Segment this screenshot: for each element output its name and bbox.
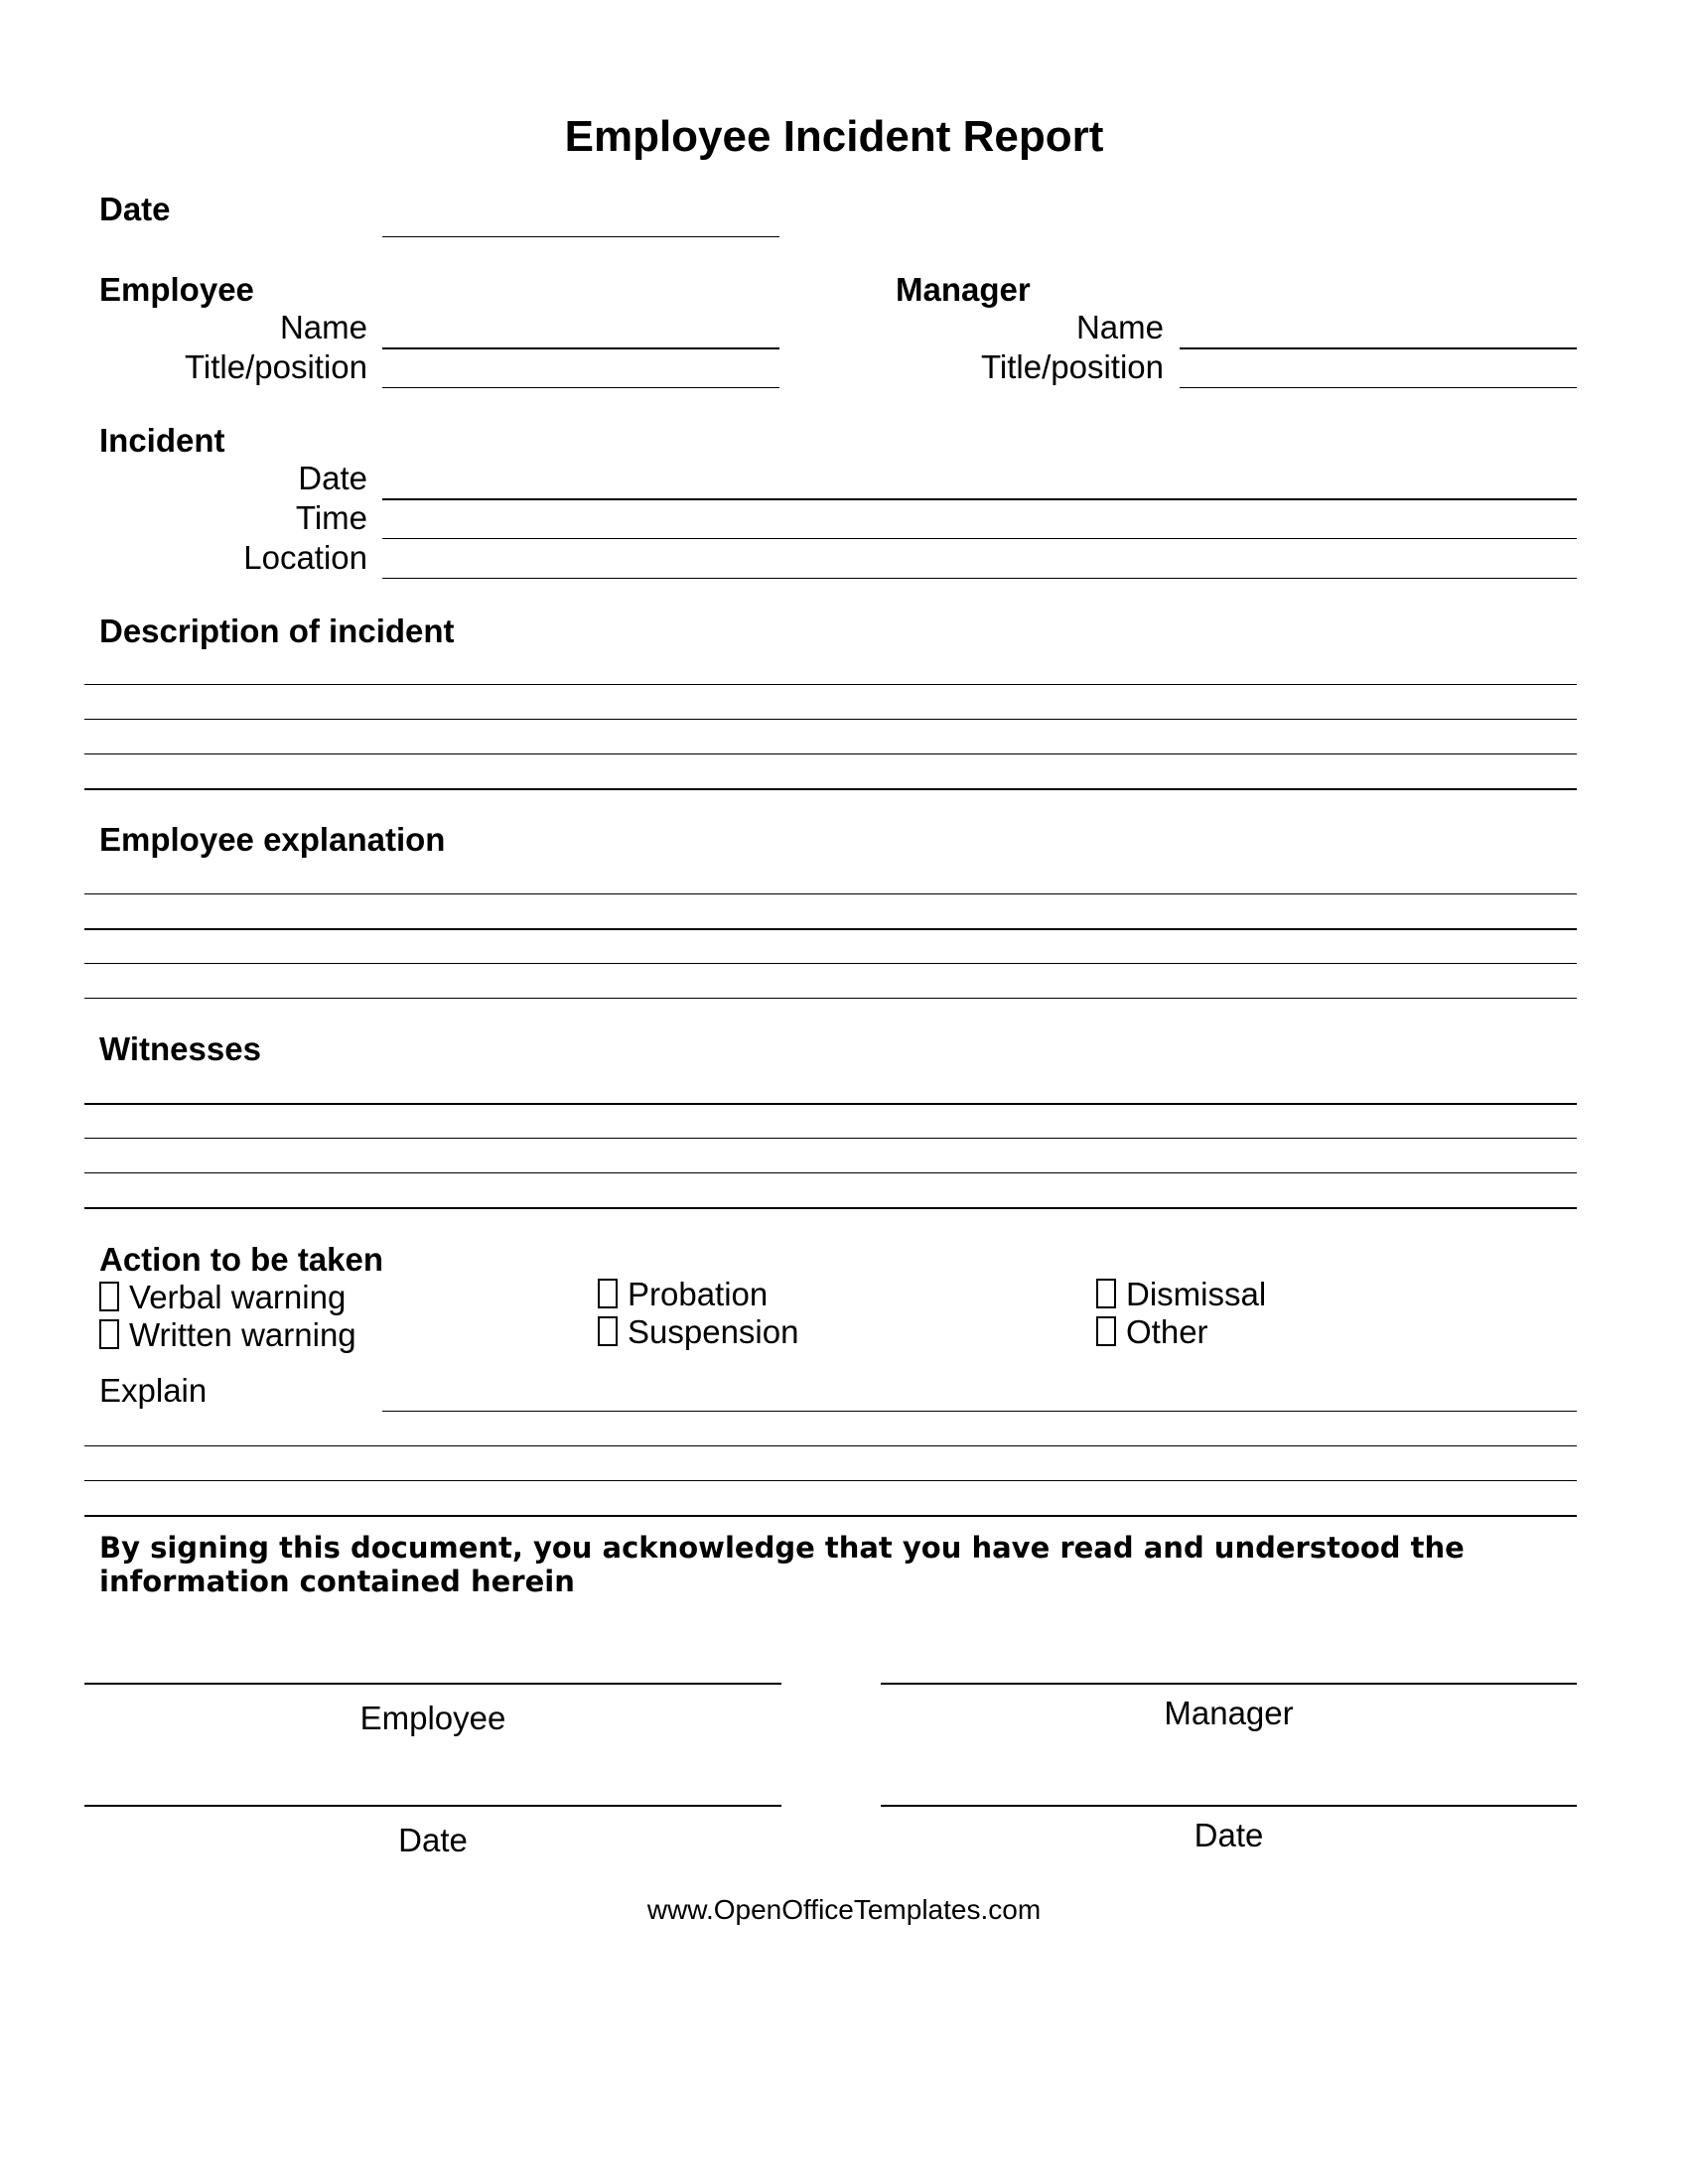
footer-url: www.OpenOfficeTemplates.com: [646, 1894, 1042, 1925]
employee-date-caption: Date: [398, 1822, 468, 1858]
acknowledgement-text: By signing this document, you acknowledge that you have read and understood the information contained herein: [99, 1531, 1465, 1598]
employee-signature-caption: Employee: [359, 1700, 506, 1736]
manager-title-field[interactable]: [1180, 387, 1577, 388]
explain-line[interactable]: [84, 1515, 1577, 1517]
incident-time-field[interactable]: [382, 538, 1577, 539]
employee-name-field[interactable]: [382, 347, 779, 349]
incident-date-label: Date: [298, 460, 367, 496]
checkbox[interactable]: [1096, 1316, 1116, 1346]
manager-name-label: Name: [1075, 309, 1164, 345]
option-label: Dismissal: [1126, 1276, 1267, 1312]
option-label: Other: [1126, 1313, 1208, 1350]
manager-date-field[interactable]: [881, 1805, 1577, 1807]
manager-name-field[interactable]: [1180, 347, 1577, 349]
manager-date-caption: Date: [1194, 1817, 1264, 1853]
page-title: Employee Incident Report: [564, 112, 1104, 161]
incident-location-label: Location: [243, 539, 367, 576]
description-heading: Description of incident: [99, 613, 455, 649]
manager-signature-field[interactable]: [881, 1683, 1577, 1685]
explanation-line[interactable]: [84, 928, 1577, 930]
employee-date-field[interactable]: [84, 1805, 781, 1807]
explain-line[interactable]: [84, 1445, 1577, 1446]
description-line[interactable]: [84, 684, 1577, 685]
option-label: Probation: [628, 1276, 769, 1312]
checkbox[interactable]: [1096, 1279, 1116, 1308]
checkbox[interactable]: [598, 1316, 618, 1346]
incident-location-field[interactable]: [382, 578, 1577, 579]
description-line[interactable]: [84, 788, 1577, 790]
option-label: Verbal warning: [129, 1279, 347, 1315]
action-heading: Action to be taken: [99, 1241, 384, 1278]
dismissal-option[interactable]: [1096, 1276, 1266, 1313]
witnesses-line[interactable]: [84, 1172, 1577, 1173]
employee-title-field[interactable]: [382, 387, 779, 388]
option-label: Written warning: [129, 1316, 356, 1353]
witnesses-line[interactable]: [84, 1138, 1577, 1139]
written-warning-option[interactable]: [99, 1316, 356, 1354]
witnesses-heading: Witnesses: [99, 1030, 261, 1067]
date-heading: Date: [99, 191, 171, 227]
option-label: Suspension: [628, 1313, 799, 1350]
incident-time-label: Time: [295, 499, 367, 536]
other-option[interactable]: [1096, 1313, 1208, 1351]
explanation-line[interactable]: [84, 893, 1577, 894]
explanation-line[interactable]: [84, 998, 1577, 999]
witnesses-line[interactable]: [84, 1207, 1577, 1209]
explain-line[interactable]: [84, 1480, 1577, 1481]
description-line[interactable]: [84, 753, 1577, 754]
suspension-option[interactable]: [598, 1313, 798, 1351]
incident-date-field[interactable]: [382, 498, 1577, 500]
manager-signature-caption: Manager: [1164, 1695, 1294, 1731]
manager-title-label: Title/position: [980, 348, 1164, 385]
witnesses-line[interactable]: [84, 1103, 1577, 1105]
checkbox[interactable]: [598, 1279, 618, 1308]
explanation-line[interactable]: [84, 963, 1577, 964]
probation-option[interactable]: [598, 1276, 768, 1313]
explain-label: Explain: [99, 1372, 208, 1409]
verbal-warning-option[interactable]: [99, 1279, 346, 1316]
manager-heading: Manager: [896, 271, 1031, 308]
incident-heading: Incident: [99, 422, 225, 459]
explanation-heading: Employee explanation: [99, 821, 446, 858]
description-line[interactable]: [84, 719, 1577, 720]
employee-title-label: Title/position: [184, 348, 367, 385]
employee-signature-field[interactable]: [84, 1683, 781, 1685]
employee-name-label: Name: [279, 309, 367, 345]
report-date-field[interactable]: [382, 236, 779, 237]
checkbox[interactable]: [99, 1319, 119, 1349]
checkbox[interactable]: [99, 1282, 119, 1311]
employee-heading: Employee: [99, 271, 254, 308]
explain-field[interactable]: [382, 1411, 1577, 1412]
